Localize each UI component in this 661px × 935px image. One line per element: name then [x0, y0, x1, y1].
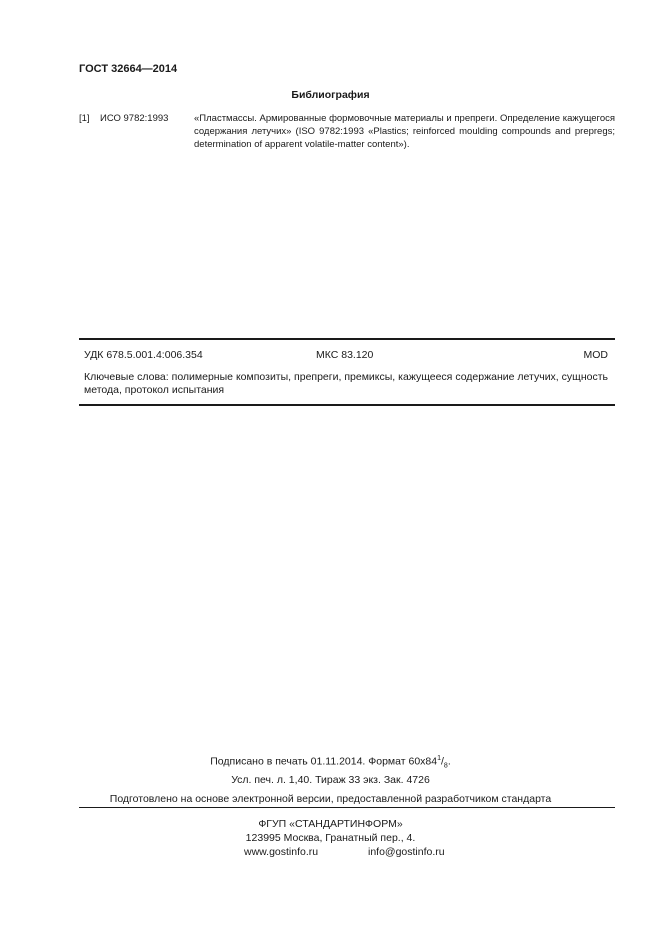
- website-link[interactable]: www.gostinfo.ru: [244, 846, 319, 858]
- mks-code: МКС 83.120: [316, 349, 374, 361]
- format-separator: /: [441, 755, 444, 768]
- entry-number: [1]: [79, 113, 90, 124]
- classification-row: [84, 349, 608, 363]
- email-link[interactable]: info@gostinfo.ru: [368, 846, 445, 858]
- contact-row: [0, 846, 661, 860]
- format-denominator: 8: [443, 762, 448, 770]
- imprint-divider: [79, 807, 615, 808]
- top-divider: [79, 338, 615, 340]
- signed-for-print: [0, 755, 661, 770]
- entry-standard: ИСО 9782:1993: [100, 113, 169, 124]
- udk-code: УДК 678.5.001.4:006.354: [84, 349, 203, 361]
- bottom-divider: [79, 404, 615, 406]
- bibliography-title: Библиография: [291, 89, 370, 101]
- format-numerator: 1: [437, 755, 441, 762]
- publisher-address: 123995 Москва, Гранатный пер., 4.: [245, 832, 416, 844]
- print-run: Усл. печ. л. 1,40. Тираж 33 экз. Зак. 4726: [231, 774, 430, 786]
- signed-text: Подписано в печать 01.11.2014. Формат 60x84: [210, 755, 438, 768]
- mod-label: MOD: [583, 349, 608, 361]
- entry-description: «Пластмассы. Армированные формовочные материалы и препреги. Определение кажущегося содержания летучих» (ISO 9782:1993 «Plastics; reinforced moulding compounds and prepregs; determination of apparent volatile-matter content»).: [194, 113, 615, 150]
- publisher: ФГУП «СТАНДАРТИНФОРМ»: [258, 818, 403, 830]
- prepared-note: Подготовлено на основе электронной версии, предоставленной разработчиком стандарта: [109, 793, 552, 805]
- format-end: .: [447, 755, 451, 768]
- document-id: ГОСТ 32664—2014: [79, 63, 178, 75]
- keywords: Ключевые слова: полимерные композиты, препреги, премиксы, кажущееся содержание летучих, сущность метода, протокол испытания: [84, 371, 608, 396]
